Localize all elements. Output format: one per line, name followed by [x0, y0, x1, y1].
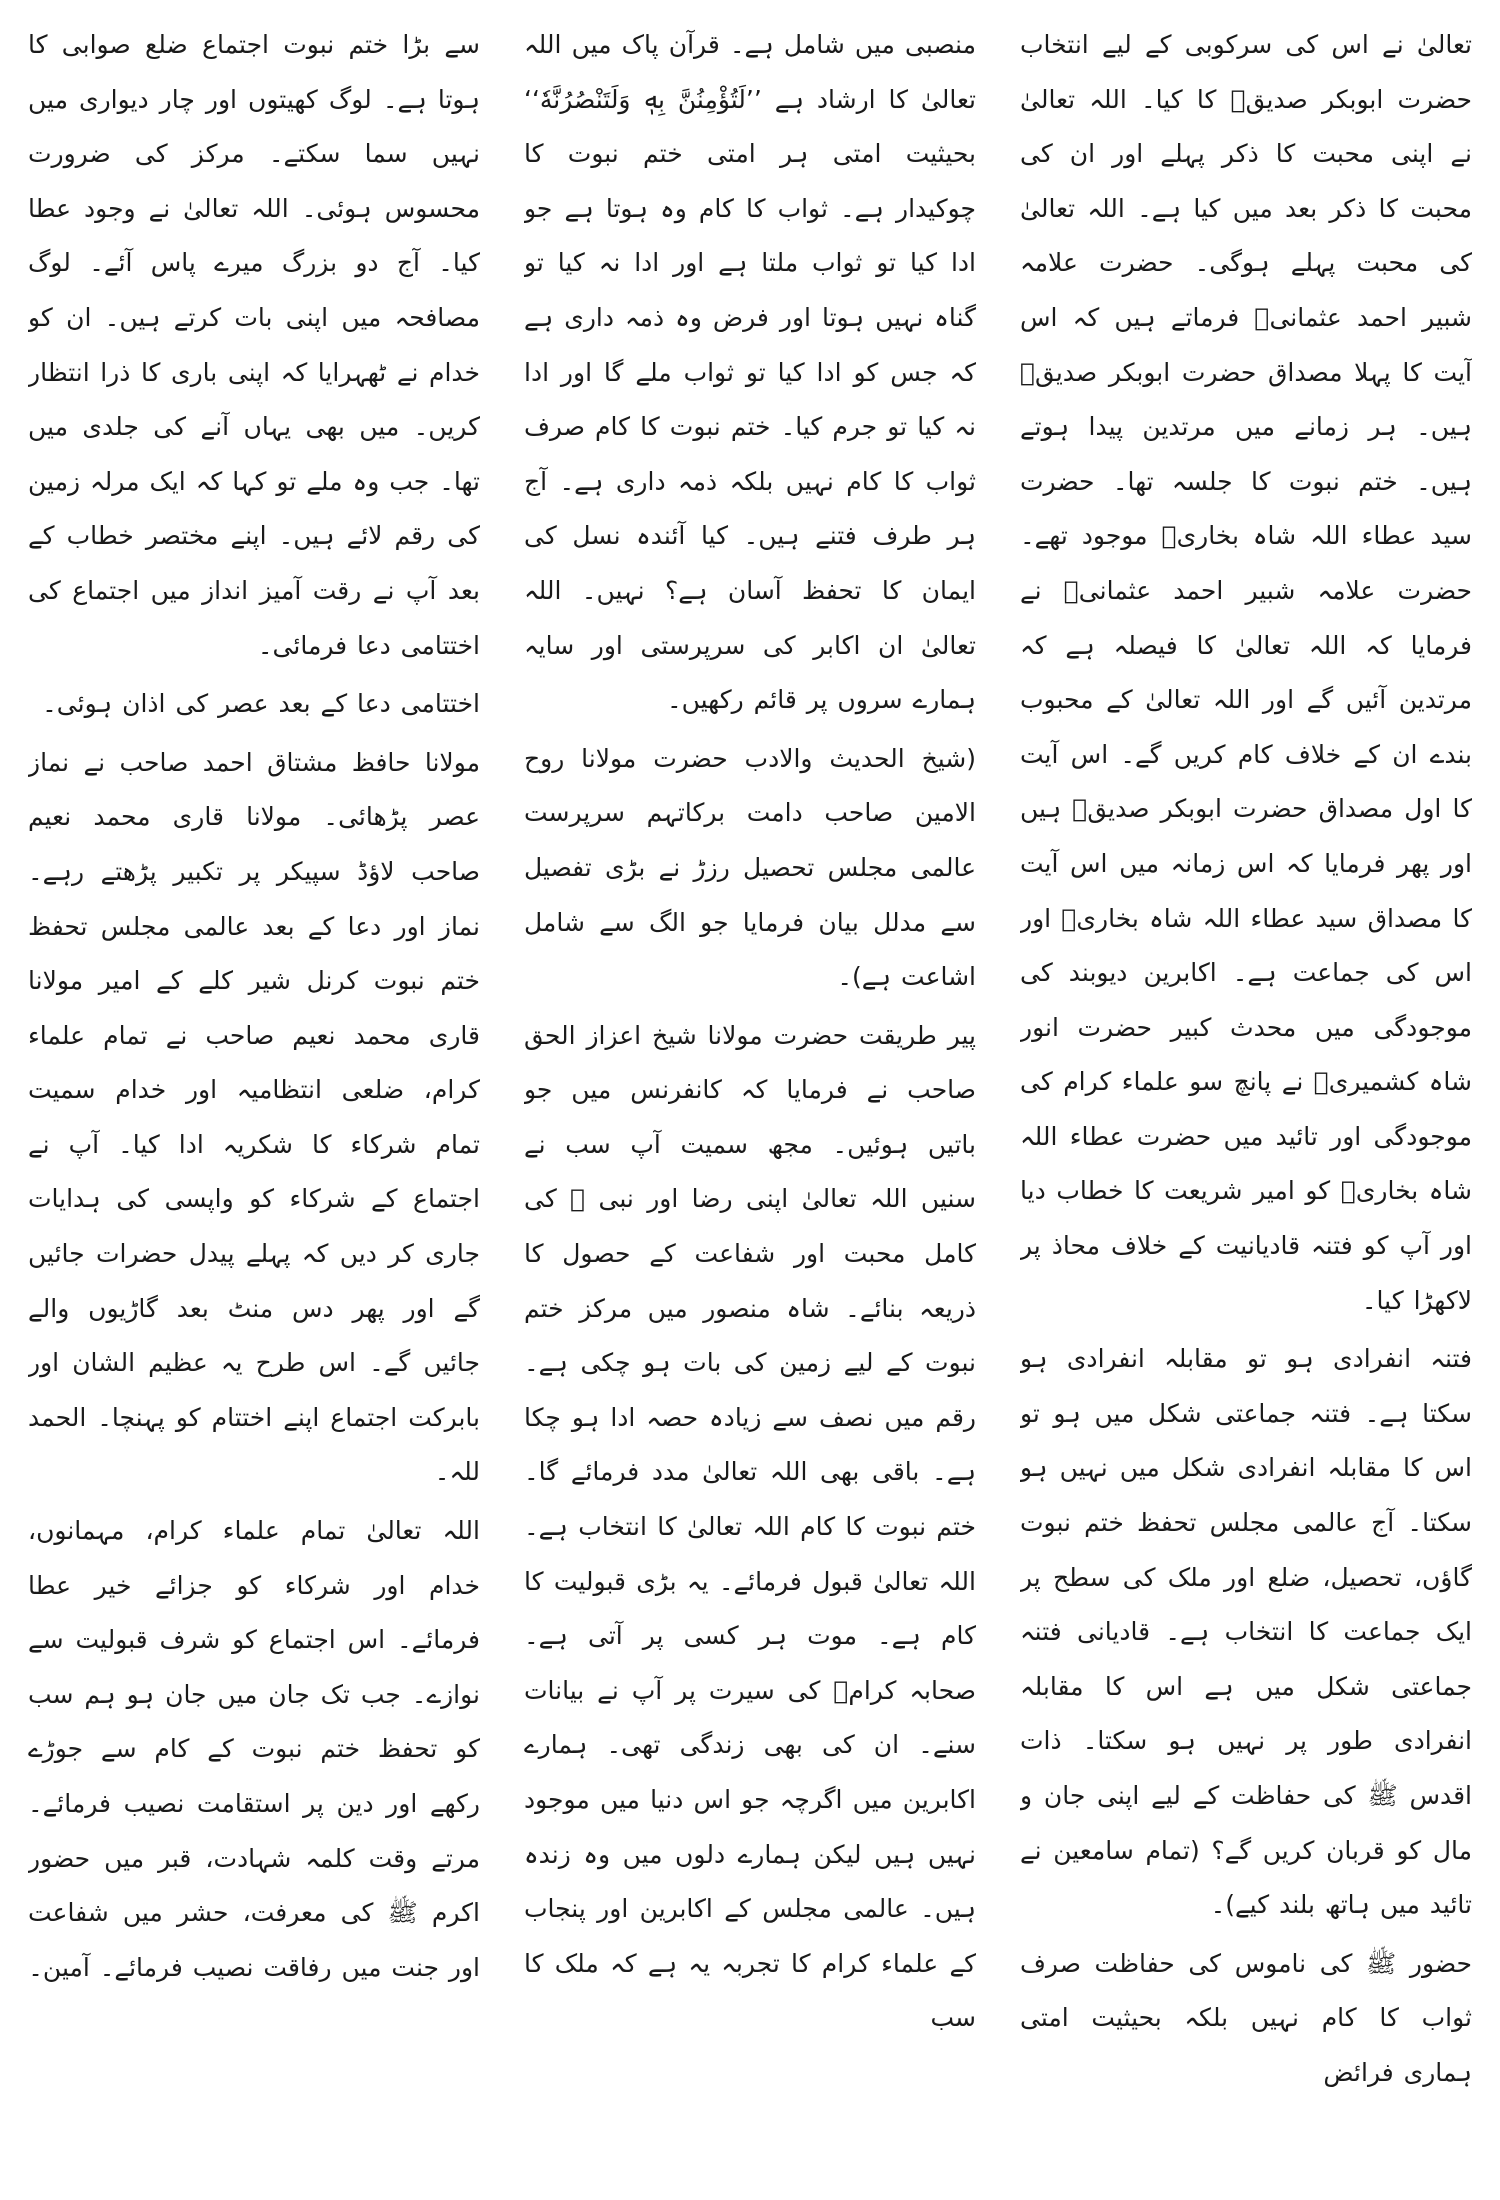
column-middle — [524, 18, 976, 2188]
paragraph: فتنہ انفرادی ہو تو مقابلہ انفرادی ہو سکتا ہے۔ فتنہ جماعتی شکل میں ہو تو اس کا مقابلہ انفرادی شکل میں نہیں ہو سکتا۔ آج عالمی مجلس تحفظ ختم نبوت گاؤں، تحصیل، ضلع اور ملک کی سطح پر ایک جماعت کا انتخاب ہے۔ قادیانی فتنہ جماعتی شکل میں ہے اس کا مقابلہ انفرادی طور پر نہیں ہو سکتا۔ ذات اقدس ﷺ کی حفاظت کے لیے اپنی جان و مال کو قربان کریں گے؟ (تمام سامعین نے تائید میں ہاتھ بلند کیے)۔ — [1020, 1344, 1472, 1920]
paragraph: (شیخ الحدیث والادب حضرت مولانا روح الامین صاحب دامت برکاتہم سرپرست عالمی مجلس تحصیل رزڑ نے بڑی تفصیل سے مدلل بیان فرمایا جو الگ سے شامل اشاعت ہے)۔ — [524, 743, 976, 992]
paragraph: اختتامی دعا کے بعد عصر کی اذان ہوئی۔ — [42, 689, 480, 719]
paragraph: پیر طریقت حضرت مولانا شیخ اعزاز الحق صاحب نے فرمایا کہ کانفرنس میں جو باتیں ہوئیں۔ مجھ سمیت آپ سب نے سنیں اللہ تعالیٰ اپنی رضا اور نبی ﷺ کی کامل محبت اور شفاعت کے حصول کا ذریعہ بنائے۔ شاہ منصور میں مرکز ختم نبوت کے لیے زمین کی بات ہو چکی ہے۔ رقم میں نصف سے زیادہ حصہ ادا ہو چکا ہے۔ باقی بھی اللہ تعالیٰ مدد فرمائے گا۔ ختم نبوت کا کام اللہ تعالیٰ کا انتخاب ہے۔ اللہ تعالیٰ قبول فرمائے۔ یہ بڑی قبولیت کا کام ہے۔ موت ہر کسی پر آتی ہے۔ صحابہ کرامؓ کی سیرت پر آپ نے بیانات سنے۔ ان کی بھی زندگی تھی۔ ہمارے اکابرین میں اگرچہ جو اس دنیا میں موجود نہیں ہیں لیکن ہمارے دلوں میں وہ زندہ ہیں۔ عالمی مجلس کے اکابرین اور پنجاب کے علماء کرام کا تجربہ یہ ہے کہ ملک کا سب — [524, 1020, 976, 2033]
paragraph: حضور ﷺ کی ناموس کی حفاظت صرف ثواب کا کام نہیں بلکہ بحیثیت امتی ہماری فرائض — [1020, 1948, 1472, 2087]
newspaper-page — [28, 18, 1472, 2188]
column-right — [1020, 18, 1472, 2188]
paragraph: منصبی میں شامل ہے۔ قرآن پاک میں اللہ تعالیٰ کا ارشاد ہے ’’لَتُؤْمِنُنَّ بِهٖ وَلَتَنْصُرُنَّهٗ‘‘ بحیثیت امتی ہر امتی ختم نبوت کا چوکیدار ہے۔ ثواب کا کام وہ ہوتا ہے جو ادا کیا تو ثواب ملتا ہے اور ادا نہ کیا تو گناہ نہیں ہوتا اور فرض وہ ذمہ داری ہے کہ جس کو ادا کیا تو ثواب ملے گا اور ادا نہ کیا تو جرم کیا۔ ختم نبوت کا کام صرف ثواب کا کام نہیں بلکہ ذمہ داری ہے۔ آج ہر طرف فتنے ہیں۔ کیا آئندہ نسل کی ایمان کا تحفظ آسان ہے؟ نہیں۔ اللہ تعالیٰ ان اکابر کی سرپرستی اور سایہ ہمارے سروں پر قائم رکھیں۔ — [524, 30, 976, 715]
paragraph: مولانا حافظ مشتاق احمد صاحب نے نماز عصر پڑھائی۔ مولانا قاری محمد نعیم صاحب لاؤڈ سپیکر پر تکبیر پڑھتے رہے۔ نماز اور دعا کے بعد عالمی مجلس تحفظ ختم نبوت کرنل شیر کلے کے امیر مولانا قاری محمد نعیم صاحب نے تمام علماء کرام، ضلعی انتظامیہ اور خدام سمیت تمام شرکاء کا شکریہ ادا کیا۔ آپ نے اجتماع کے شرکاء کو واپسی کی ہدایات جاری کر دیں کہ پہلے پیدل حضرات جائیں گے اور پھر دس منٹ بعد گاڑیوں والے جائیں گے۔ اس طرح یہ عظیم الشان اور بابرکت اجتماع اپنے اختتام کو پہنچا۔ الحمد للہ۔ — [28, 747, 480, 1487]
column-left — [28, 18, 480, 2188]
paragraph: تعالیٰ نے اس کی سرکوبی کے لیے انتخاب حضرت ابوبکر صدیقؓ کا کیا۔ اللہ تعالیٰ نے اپنی محبت کا ذکر پہلے اور ان کی محبت کا ذکر بعد میں کیا ہے۔ اللہ تعالیٰ کی محبت پہلے ہوگی۔ حضرت علامہ شبیر احمد عثمانیؒ فرماتے ہیں کہ اس آیت کا پہلا مصداق حضرت ابوبکر صدیقؓ ہیں۔ ہر زمانے میں مرتدین پیدا ہوتے ہیں۔ ختم نبوت کا جلسہ تھا۔ حضرت سید عطاء اللہ شاہ بخاریؒ موجود تھے۔ حضرت علامہ شبیر احمد عثمانیؒ نے فرمایا کہ اللہ تعالیٰ کا فیصلہ ہے کہ مرتدین آئیں گے اور اللہ تعالیٰ کے محبوب بندے ان کے خلاف کام کریں گے۔ اس آیت کا اول مصداق حضرت ابوبکر صدیقؓ ہیں اور پھر فرمایا کہ اس زمانہ میں اس آیت کا مصداق سید عطاء اللہ شاہ بخاریؒ اور اس کی جماعت ہے۔ اکابرین دیوبند کی موجودگی میں محدث کبیر حضرت انور شاہ کشمیریؒ نے پانچ سو علماء کرام کی موجودگی اور تائید میں حضرت عطاء اللہ شاہ بخاریؒ کو امیر شریعت کا خطاب دیا اور آپ کو فتنہ قادیانیت کے خلاف محاذ پر لاکھڑا کیا۔ — [1020, 30, 1472, 1315]
paragraph: اللہ تعالیٰ تمام علماء کرام، مہمانوں، خدام اور شرکاء کو جزائے خیر عطا فرمائے۔ اس اجتماع کو شرف قبولیت سے نوازے۔ جب تک جان میں جان ہو ہم سب کو تحفظ ختم نبوت کے کام سے جوڑے رکھے اور دین پر استقامت نصیب فرمائے۔ مرتے وقت کلمہ شہادت، قبر میں حضور اکرم ﷺ کی معرفت، حشر میں شفاعت اور جنت میں رفاقت نصیب فرمائے۔ آمین۔ — [28, 1516, 480, 1982]
paragraph: سے بڑا ختم نبوت اجتماع ضلع صوابی کا ہوتا ہے۔ لوگ کھیتوں اور چار دیواری میں نہیں سما سکتے۔ مرکز کی ضرورت محسوس ہوئی۔ اللہ تعالیٰ نے وجود عطا کیا۔ آج دو بزرگ میرے پاس آئے۔ لوگ مصافحہ میں اپنی بات کرتے ہیں۔ ان کو خدام نے ٹھہرایا کہ اپنی باری کا ذرا انتظار کریں۔ میں بھی یہاں آنے کی جلدی میں تھا۔ جب وہ ملے تو کہا کہ ایک مرلہ زمین کی رقم لائے ہیں۔ اپنے مختصر خطاب کے بعد آپ نے رقت آمیز انداز میں اجتماع کی اختتامی دعا فرمائی۔ — [28, 30, 480, 660]
